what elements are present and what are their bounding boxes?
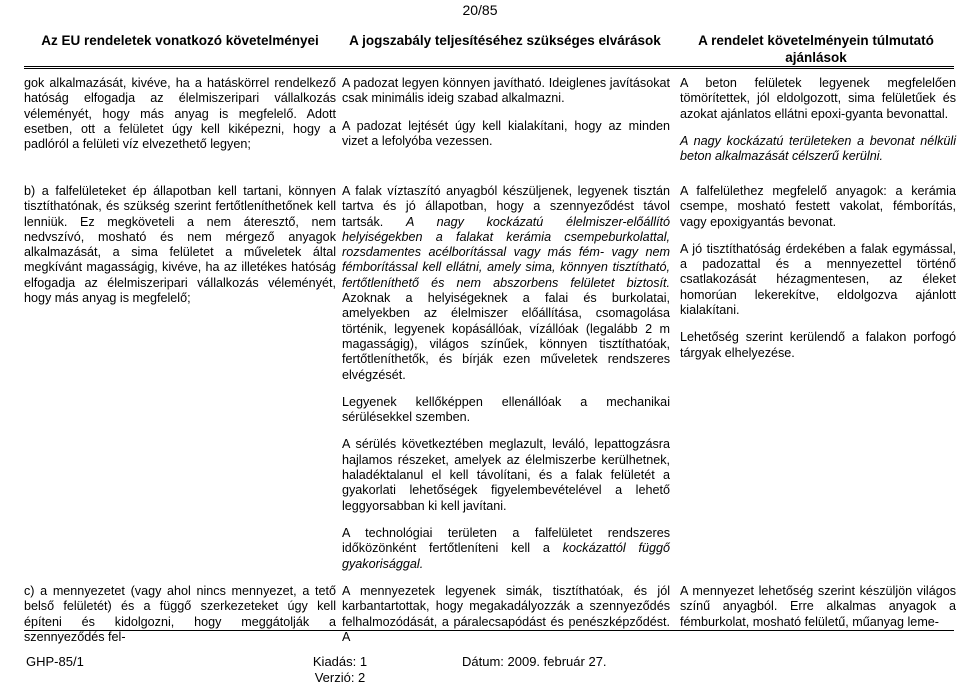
column-header-recommendations: A rendelet követelményein túlmutató ajánlások [698, 33, 934, 65]
row2-expectation-p1-rest: Azoknak a helyiségeknek a falai és burkolatai, amelyekben az élelmiszer előállítása, csomagolása történik, legyenek kopásállóak, vízállóak (legalább 2 m magasságig), világos színűek, könnyen tisztíthatóak, fertőtleníthetők, és bírják ezen műveletek rendszeres elvégzését. [342, 291, 670, 382]
row2-expectation-p3: A sérülés következtében meglazult, leváló, lepattogzásra hajlamos részeket, amelyek az élelmiszerbe kerülhetnek, haladéktalanul el kell távolítani, és a falak felületét a gyakorlati lehetőségek figyelembevételével a lehető leggyorsabban ki kell javítani. [342, 437, 670, 513]
row1-requirement [24, 76, 336, 152]
row1-recommendation-p1: A beton felületek legyenek megfelelően tömörítettek, jól eldolgozott, sima felületűek és azokat ajánlatos ellátni epoxi-gyanta bevonattal. [680, 76, 956, 121]
row2-expectation-p4-italic: kockázattól függő gyakorisággal. [342, 541, 670, 571]
column-header-eu-requirements: Az EU rendeletek vonatkozó követelményei [41, 33, 319, 48]
row3-expectation-text: A mennyezetek legyenek simák, tisztíthatóak, és jól karbantartottak, hogy megakadályozzák a szennyeződés felhalmozódását, a páralecsapódást és penészképződést. A [342, 584, 670, 644]
row2-expectation-p4-lead: A technológiai területen a falfelületet rendszeres időközönként fertőtleníteni kell a [342, 525, 670, 556]
row2-requirement [24, 184, 336, 306]
row2-expectation-p4 [342, 526, 670, 572]
row2-expectation [342, 184, 670, 572]
row2-recommendation-p3: Lehetőség szerint kerülendő a falakon porfogó tárgyak elhelyezése. [680, 330, 956, 360]
row2-expectation-p2: Legyenek kellőképpen ellenállóak a mechanikai sérülésekkel szemben. [342, 394, 670, 425]
row3-requirement-text: c) a mennyezetet (vagy ahol nincs mennyezet, a tető belső felületét) és a függő szerkezeteket úgy kell építeni és kidolgozni, hogy meggátolják a szennyeződés fel- [24, 584, 336, 644]
footer-issue-version [270, 654, 410, 684]
header-divider [24, 66, 954, 69]
footer-version: Verzió: 2 [314, 670, 366, 684]
row1-recommendation [680, 76, 956, 164]
row3-expectation [342, 584, 670, 645]
footer-date: Dátum: 2009. február 27. [462, 654, 607, 669]
row1-recommendation-p2: A nagy kockázatú területeken a bevonat nélküli beton alkalmazását célszerű kerülni. [680, 133, 956, 164]
row2-expectation-p1-italic: A nagy kockázatú élelmiszer-előállító helyiségekben a falakat kerámia csempeburkolattal, rozsdamentes acélborítással vagy más fém- vagy nem fémborítással kell ellátni, amely sima, könnyen tisztítható, fertőtleníthető és nem abszorbens felületet biztosít. [342, 214, 671, 290]
column-header-expectations: A jogszabály teljesítéséhez szükséges elvárások [349, 33, 661, 48]
row3-requirement [24, 584, 336, 645]
row1-expectation [342, 76, 670, 149]
row3-recommendation [680, 584, 956, 630]
row1-requirement-text: gok alkalmazását, kivéve, ha a hatáskörrel rendelkező hatóság elfogadja az élelmiszeripari vállalkozás véleményét, hogy más anyag is megfelelő. Adott esetben, ott a felületet úgy kell kiképezni, hogy a padlóról a felületi víz elvezethető legyen; [24, 76, 336, 152]
row2-expectation-p1-lead: A falak víztaszító anyagból készüljenek, legyenek tisztán tartva és jó állapotban, hogy a szennyeződést távol tartsák. [342, 184, 670, 229]
row1-expectation-p1: A padozat legyen könnyen javítható. Ideiglenes javításokat csak minimális ideig szabad alkalmazni. [342, 76, 670, 106]
row2-expectation-p1 [342, 184, 670, 383]
row2-recommendation [680, 184, 956, 361]
row2-requirement-text: b) a falfelületeket ép állapotban kell tartani, könnyen tisztíthatónak, és szükség szerint fertőtleníthetőnek kell lenniük. Ez megköveteli a nem áteresztő, nem nedvszívó, mosható és nem mérgező anyagok alkalmazását, a sima felületet a műveletek által megkívánt magasságig, kivéve, ha az illetékes hatóság elfogadja az élelmiszeripari vállalkozás véleményét, hogy más anyag is megfelelő; [24, 184, 336, 306]
row2-recommendation-p2: A jó tisztíthatóság érdekében a falak egymással, a padozattal és a mennyezettel történő csatlakozását hézagmentesen, az éleket homorúan lekerekítve, eldolgozva ajánlott kialakítani. [680, 241, 956, 318]
footer-issue: Kiadás: 1 [312, 654, 368, 669]
page-number: 20/85 [462, 2, 498, 18]
footer-divider [24, 630, 954, 631]
row3-recommendation-text: A mennyezet lehetőség szerint készüljön világos színű anyagból. Erre alkalmas anyagok a fémburkolat, mosható felületű, műanyag leme- [680, 584, 956, 629]
row2-recommendation-p1: A falfelülethez megfelelő anyagok: a kerámia csempe, mosható festett vakolat, fémborítás, vagy epoxigyantás bevonat. [680, 184, 956, 229]
footer-doc-id: GHP-85/1 [26, 654, 84, 669]
row1-expectation-p2: A padozat lejtését úgy kell kialakítani, hogy az minden vizet a lefolyóba vezessen. [342, 118, 670, 148]
